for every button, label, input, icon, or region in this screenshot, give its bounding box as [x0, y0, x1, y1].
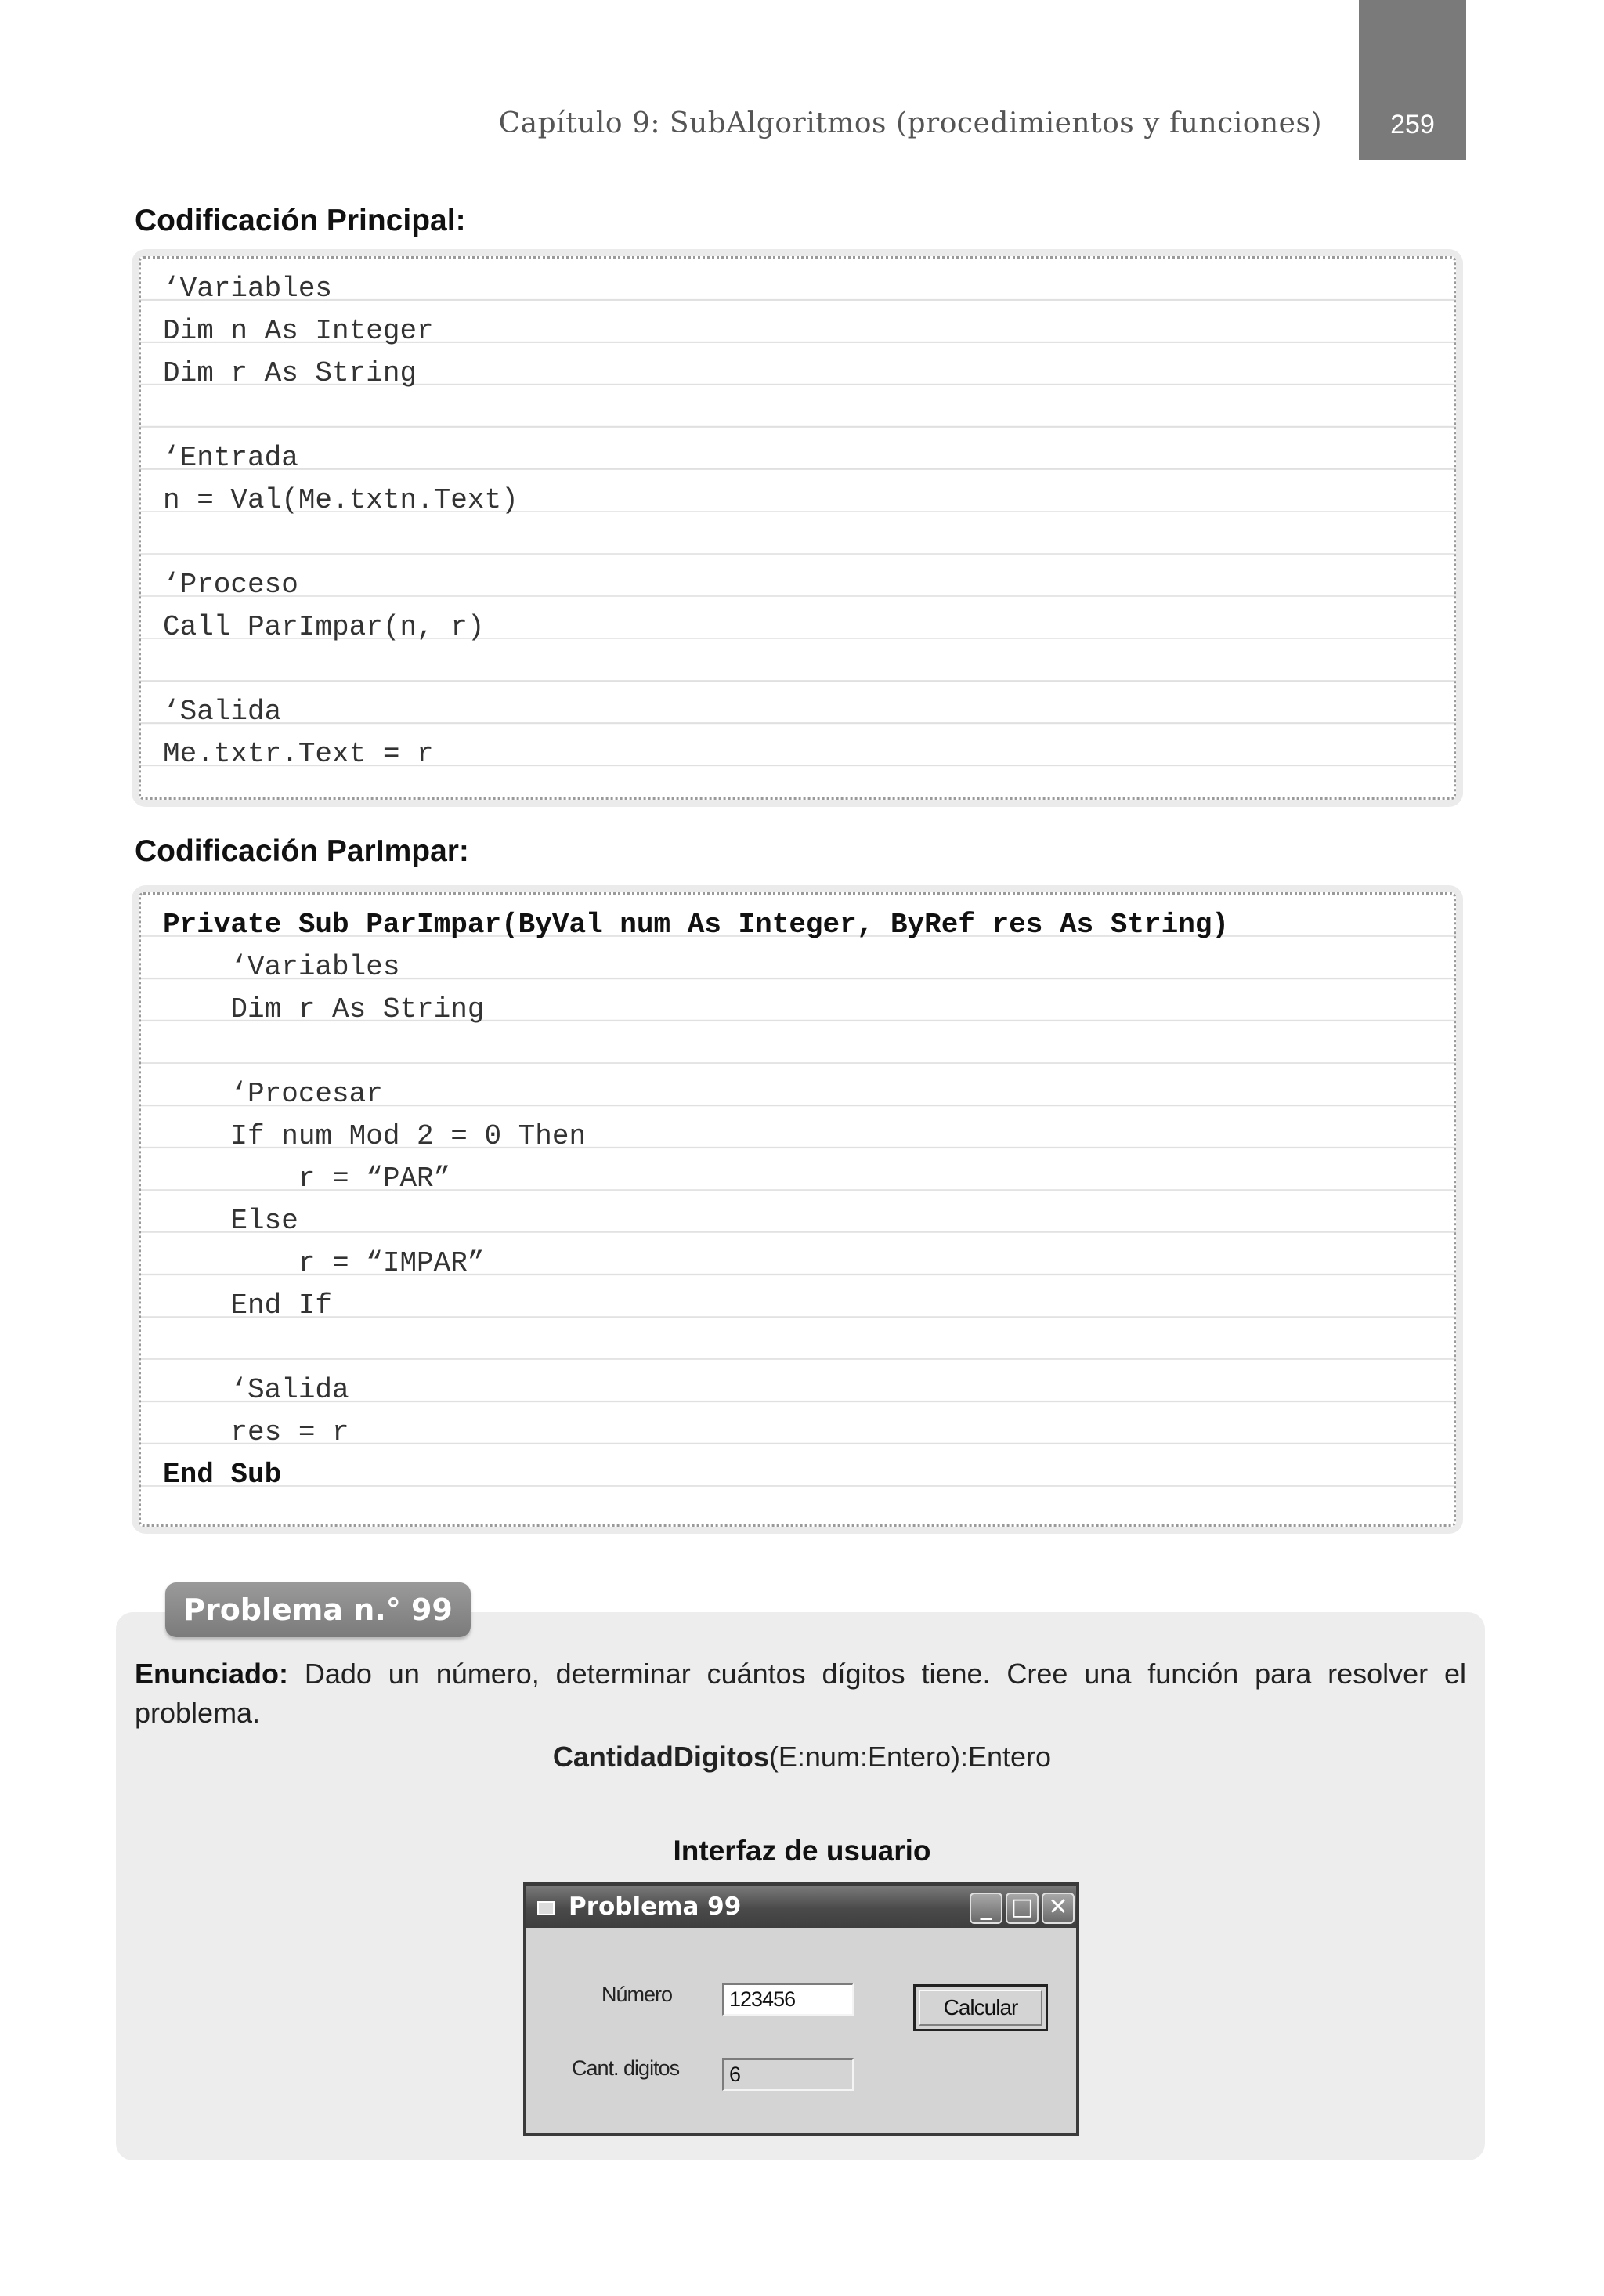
code-line: Call ParImpar(n, r)	[163, 611, 485, 643]
code-line: Dim n As Integer	[163, 315, 434, 347]
code-line: ‘Variables	[163, 951, 400, 983]
problem-tab-label: Problema n.° 99	[183, 1593, 453, 1627]
page-number: 259	[1390, 110, 1435, 139]
dialog-window	[523, 1882, 1079, 2136]
function-params: (E:num:Entero):Entero	[768, 1741, 1052, 1773]
code-line: If num Mod 2 = 0 Then	[163, 1120, 587, 1152]
cant-digitos-output: 6	[722, 2058, 854, 2091]
numero-input[interactable]: 123456	[722, 1983, 854, 2016]
code-line: Else	[163, 1205, 298, 1237]
code-line: Dim r As String	[163, 357, 417, 389]
maximize-icon[interactable]: □	[1006, 1893, 1039, 1924]
code-area-parimpar	[139, 892, 1456, 1527]
code-line	[163, 1031, 1432, 1073]
code-line	[163, 1327, 1432, 1369]
code-line	[163, 649, 1432, 691]
code-line: r = “PAR”	[163, 1162, 451, 1195]
code-line: res = r	[163, 1416, 349, 1448]
code-area-principal	[139, 256, 1456, 800]
section-heading-parimpar: Codificación ParImpar:	[135, 834, 469, 868]
chapter-title: Capítulo 9: SubAlgoritmos (procedimientos y funciones)	[498, 107, 1322, 139]
code-line	[163, 522, 1432, 564]
code-line: ‘Salida	[163, 696, 282, 728]
code-line: ‘Procesar	[163, 1078, 383, 1110]
code-line	[163, 395, 1432, 437]
calcular-button-label: Calcular	[919, 1990, 1042, 2026]
numero-label: Número	[602, 1983, 673, 2006]
code-line: End If	[163, 1289, 333, 1322]
cant-digitos-label: Cant. digitos	[572, 2056, 680, 2080]
code-line: n = Val(Me.txtn.Text)	[163, 484, 518, 516]
dialog-titlebar[interactable]	[526, 1886, 1076, 1928]
problem-statement	[135, 1654, 1466, 1733]
code-line: ‘Variables	[163, 273, 333, 305]
code-line: Me.txtr.Text = r	[163, 738, 434, 770]
close-icon[interactable]: ✕	[1042, 1893, 1075, 1924]
problem-tab	[165, 1582, 471, 1637]
function-name: CantidadDigitos	[552, 1741, 769, 1773]
code-box-principal	[132, 249, 1463, 807]
app-icon	[537, 1901, 555, 1915]
section-heading-principal: Codificación Principal:	[135, 204, 466, 237]
dialog-title: Problema 99	[569, 1893, 742, 1921]
code-line: Dim r As String	[163, 993, 485, 1025]
code-line: ‘Salida	[163, 1374, 349, 1406]
function-signature	[0, 1741, 1604, 1774]
calcular-button[interactable]	[913, 1984, 1048, 2031]
code-line: ‘Proceso	[163, 569, 298, 601]
code-line: Private Sub ParImpar(ByVal num As Integer, ByRef res As String)	[163, 909, 1230, 941]
ui-heading: Interfaz de usuario	[673, 1835, 931, 1867]
code-line: End Sub	[163, 1459, 282, 1491]
code-line: ‘Entrada	[163, 442, 298, 474]
code-line: r = “IMPAR”	[163, 1247, 485, 1279]
statement-label: Enunciado:	[135, 1658, 288, 1690]
code-box-parimpar	[132, 885, 1463, 1534]
statement-text: Dado un número, determinar cuántos dígitos tiene. Cree una función para resolver el problema.	[135, 1658, 1466, 1729]
minimize-icon[interactable]: _	[970, 1893, 1002, 1924]
